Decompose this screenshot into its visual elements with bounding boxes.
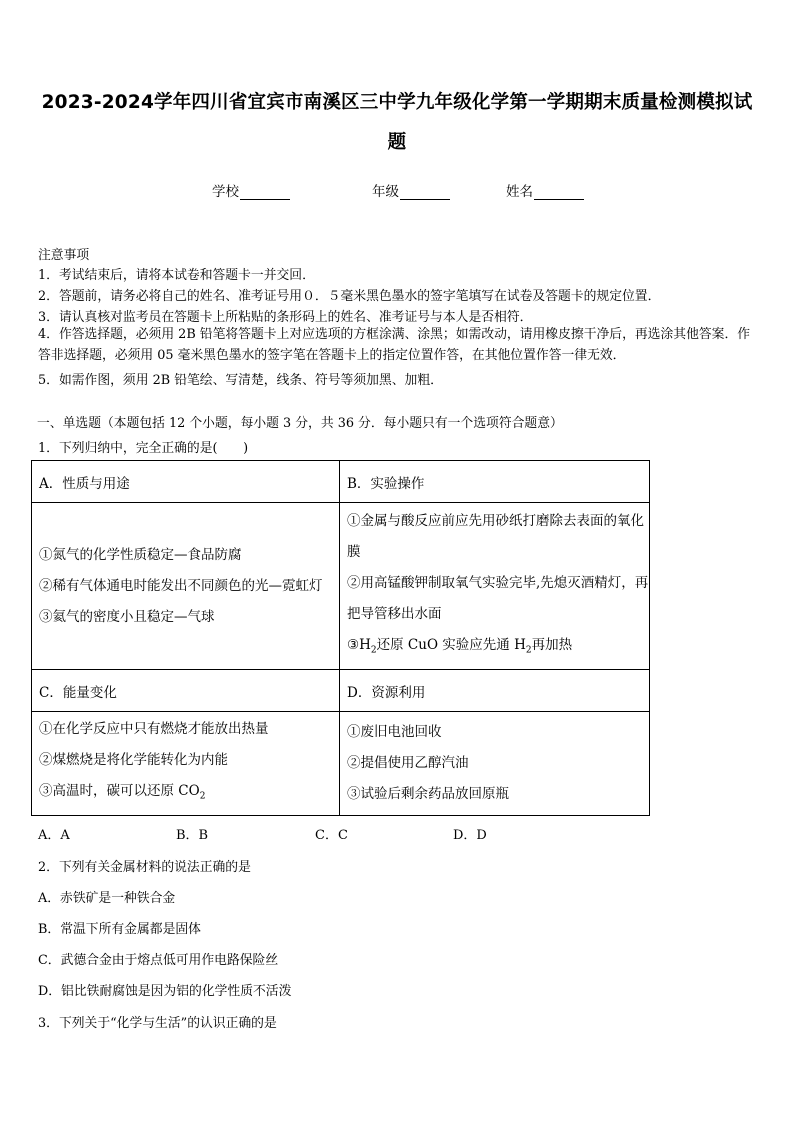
q1-c-item-3: ③高温时，碳可以还原 $CO_2$ [39, 783, 206, 802]
name-field [506, 180, 584, 200]
notice-item: 1．考试结束后，请将本试卷和答题卡一并交回． [38, 268, 315, 283]
q1-b-item: ②用高锰酸钾制取氧气实验完毕,先熄灭酒精灯，再把导管移出水面 [347, 574, 649, 622]
exam-title-line2: 题 [387, 132, 407, 153]
q1-cell-a-body [32, 503, 340, 670]
grade-blank [400, 185, 450, 200]
q1-cell-d-head: D．资源利用 [340, 670, 650, 712]
q2-option-d: D．铝比铁耐腐蚀是因为铝的化学性质不活泼 [38, 984, 292, 999]
question-stem: 2．下列有关金属材料的说法正确的是 [38, 860, 251, 875]
notice-item: 2．答题前，请务必将自己的姓名、准考证号用０．５毫米黑色墨水的签字笔填写在试卷及答题卡的规定位置． [38, 289, 661, 304]
grade-field [372, 180, 450, 200]
q1-b-item-3: $③H_2$还原 CuO 实验应先通 $H_2$再加热 [347, 636, 573, 656]
q1-a-item: ②稀有气体通电时能发出不同颜色的光—霓虹灯 [39, 577, 323, 594]
q2-option-c: C．武德合金由于熔点低可用作电路保险丝 [38, 953, 279, 968]
q1-cell-d-body [340, 712, 650, 816]
q1-option-c: C．C [315, 828, 348, 843]
q1-cell-b-head: B．实验操作 [340, 461, 650, 503]
q1-b-item: ①金属与酸反应前应先用砂纸打磨除去表面的氧化膜 [347, 512, 644, 560]
q1-option-d: D．D [453, 828, 487, 843]
q1-a-item: ①氮气的化学性质稳定—食品防腐 [39, 546, 242, 563]
q1-a-item: ③氦气的密度小且稳定—气球 [39, 608, 215, 625]
q2-option-a: A．赤铁矿是一种铁合金 [38, 891, 176, 906]
school-label: 学校 [212, 184, 239, 200]
q1-cell-c-head: C．能量变化 [32, 670, 340, 712]
q1-c-item: ①在化学反应中只有燃烧才能放出热量 [39, 721, 269, 738]
notice-heading: 注意事项 [38, 248, 90, 263]
name-blank [534, 185, 584, 200]
section-heading: 一、单选题（本题包括 12 个小题，每小题 3 分，共 36 分．每小题只有一个选项符合题意） [37, 416, 563, 431]
q1-d-item: ②提倡使用乙醇汽油 [347, 755, 469, 771]
notice-item: 5．如需作图，须用 2B 铅笔绘、写清楚，线条、符号等须加黑、加粗． [38, 373, 443, 388]
grade-label: 年级 [372, 184, 399, 200]
q1-d-item: ③试验后剩余药品放回原瓶 [347, 786, 509, 802]
name-label: 姓名 [506, 184, 533, 200]
q1-d-item: ①废旧电池回收 [347, 724, 442, 740]
notice-item: 3．请认真核对监考员在答题卡上所粘贴的条形码上的姓名、准考证号与本人是否相符． [38, 310, 533, 325]
school-field [212, 180, 290, 200]
q1-cell-b-body [340, 503, 650, 670]
q1-option-b: B．B [176, 828, 209, 843]
exam-title-line1: 2023-2024学年四川省宜宾市南溪区三中学九年级化学第一学期期末质量检测模拟试 [41, 92, 753, 113]
question-stem: 3．下列关于“化学与生活”的认识正确的是 [38, 1016, 277, 1031]
q1-cell-c-body [32, 712, 340, 816]
q1-cell-a-head: A．性质与用途 [32, 461, 340, 503]
q1-option-a: A．A [38, 828, 70, 843]
q2-option-b: B．常温下所有金属都是固体 [38, 922, 201, 937]
school-blank [240, 185, 290, 200]
question-stem: 1．下列归纳中，完全正确的是( ) [38, 441, 249, 456]
q1-c-item: ②煤燃烧是将化学能转化为内能 [39, 752, 228, 769]
q1-table [31, 460, 650, 816]
notice-item: 4．作答选择题，必须用 2B 铅笔将答题卡上对应选项的方框涂满、涂黑；如需改动，请用橡皮擦干净后，再选涂其他答案．作答非选择题，必须用 05 毫米黑色墨水的签字笔在答题卡上的指定位置作答，在其他位置作答一律无效． [38, 327, 751, 363]
